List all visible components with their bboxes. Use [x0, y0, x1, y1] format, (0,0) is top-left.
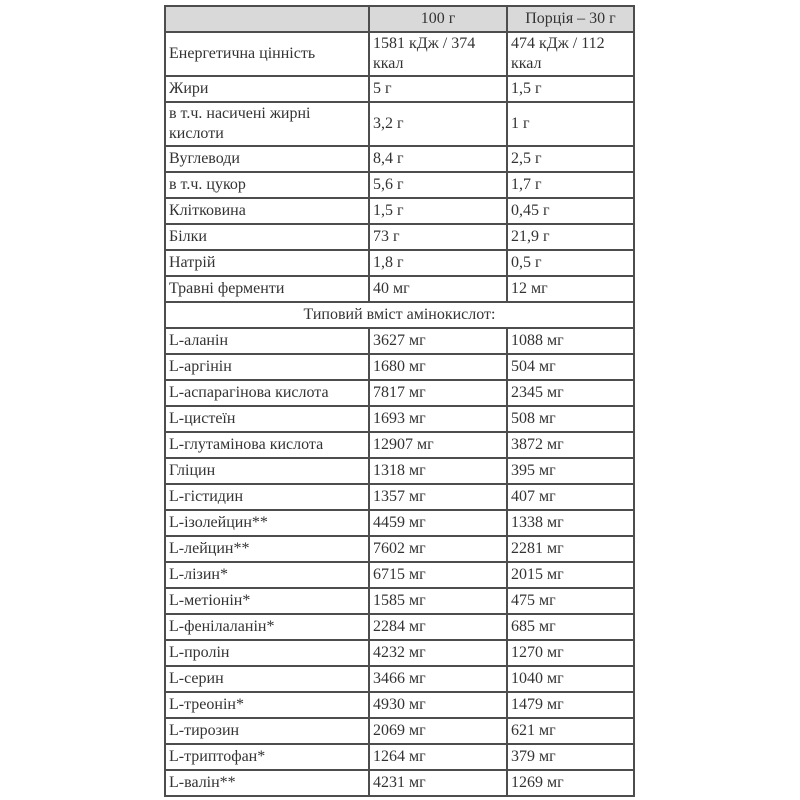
row-value-portion: 2345 мг: [507, 380, 634, 406]
table-row: [165, 510, 634, 536]
row-value-portion: 2,5 г: [507, 146, 634, 172]
row-label: Білки: [165, 224, 369, 250]
table-row: [165, 276, 634, 302]
row-label: Вуглеводи: [165, 146, 369, 172]
table-row: [165, 224, 634, 250]
row-value-portion: 1040 мг: [507, 666, 634, 692]
table-row: [165, 32, 634, 76]
nutrition-facts-table: [164, 5, 635, 797]
section-title-amino-acids: Типовий вміст амінокислот:: [165, 302, 634, 328]
row-value-portion: 1,7 г: [507, 172, 634, 198]
row-value-portion: 395 мг: [507, 458, 634, 484]
table-row: [165, 146, 634, 172]
row-label: в т.ч. насичені жирні кислоти: [165, 102, 369, 146]
row-value-100g: 4930 мг: [369, 692, 507, 718]
row-label: Натрій: [165, 250, 369, 276]
amino-acids-section: [165, 328, 634, 796]
row-value-100g: 3627 мг: [369, 328, 507, 354]
table-row: [165, 250, 634, 276]
row-value-portion: 621 мг: [507, 718, 634, 744]
row-label: Енергетична цінність: [165, 32, 369, 76]
row-label: L-цистеїн: [165, 406, 369, 432]
row-label: L-валін**: [165, 770, 369, 796]
row-label: Жири: [165, 76, 369, 102]
row-value-portion: 0,45 г: [507, 198, 634, 224]
row-value-portion: 1269 мг: [507, 770, 634, 796]
row-value-100g: 5 г: [369, 76, 507, 102]
row-label: Травні ферменти: [165, 276, 369, 302]
row-value-portion: 1270 мг: [507, 640, 634, 666]
table-row: [165, 770, 634, 796]
table-row: [165, 718, 634, 744]
header-cell-portion: Порція – 30 г: [507, 6, 634, 32]
row-label: L-аргінін: [165, 354, 369, 380]
row-label: L-аспарагінова кислота: [165, 380, 369, 406]
row-value-100g: 12907 мг: [369, 432, 507, 458]
row-value-portion: 475 мг: [507, 588, 634, 614]
row-value-portion: 379 мг: [507, 744, 634, 770]
row-value-portion: 1338 мг: [507, 510, 634, 536]
row-value-100g: 2069 мг: [369, 718, 507, 744]
amino-section-header: [165, 302, 634, 328]
row-label: L-триптофан*: [165, 744, 369, 770]
table-row: [165, 692, 634, 718]
row-value-100g: 1585 мг: [369, 588, 507, 614]
row-value-100g: 1,8 г: [369, 250, 507, 276]
table-row: [165, 562, 634, 588]
table-row: [165, 614, 634, 640]
row-value-portion: 504 мг: [507, 354, 634, 380]
row-value-portion: 1,5 г: [507, 76, 634, 102]
table-row: [165, 432, 634, 458]
table-row: [165, 172, 634, 198]
row-value-100g: 4231 мг: [369, 770, 507, 796]
row-value-100g: 40 мг: [369, 276, 507, 302]
table-row: [165, 328, 634, 354]
row-value-100g: 5,6 г: [369, 172, 507, 198]
table-row: [165, 406, 634, 432]
row-value-100g: 3,2 г: [369, 102, 507, 146]
row-value-100g: 4459 мг: [369, 510, 507, 536]
nutrients-section: [165, 32, 634, 302]
row-label: L-ізолейцин**: [165, 510, 369, 536]
row-label: L-треонін*: [165, 692, 369, 718]
row-value-100g: 73 г: [369, 224, 507, 250]
row-label: L-серин: [165, 666, 369, 692]
row-value-100g: 1,5 г: [369, 198, 507, 224]
row-label: в т.ч. цукор: [165, 172, 369, 198]
table-row: [165, 484, 634, 510]
row-value-portion: 474 кДж / 112 ккал: [507, 32, 634, 76]
row-value-portion: 2281 мг: [507, 536, 634, 562]
row-label: Клітковина: [165, 198, 369, 224]
row-value-100g: 1680 мг: [369, 354, 507, 380]
row-value-portion: 21,9 г: [507, 224, 634, 250]
row-value-portion: 1479 мг: [507, 692, 634, 718]
row-label: L-тирозин: [165, 718, 369, 744]
row-value-100g: 1693 мг: [369, 406, 507, 432]
row-value-100g: 1357 мг: [369, 484, 507, 510]
table-row: [165, 102, 634, 146]
row-value-portion: 407 мг: [507, 484, 634, 510]
table-row: [165, 744, 634, 770]
row-value-portion: 508 мг: [507, 406, 634, 432]
table-row: [165, 76, 634, 102]
row-label: L-гістидин: [165, 484, 369, 510]
table-row: [165, 588, 634, 614]
table-row: [165, 640, 634, 666]
row-value-100g: 3466 мг: [369, 666, 507, 692]
row-value-portion: 2015 мг: [507, 562, 634, 588]
row-value-100g: 7602 мг: [369, 536, 507, 562]
row-value-portion: 1088 мг: [507, 328, 634, 354]
row-value-100g: 4232 мг: [369, 640, 507, 666]
table-row: [165, 198, 634, 224]
row-value-portion: 1 г: [507, 102, 634, 146]
table-row: [165, 380, 634, 406]
row-label: L-лізин*: [165, 562, 369, 588]
row-label: L-лейцин**: [165, 536, 369, 562]
header-cell-empty: [165, 6, 369, 32]
row-value-100g: 1318 мг: [369, 458, 507, 484]
row-value-100g: 8,4 г: [369, 146, 507, 172]
row-value-100g: 2284 мг: [369, 614, 507, 640]
table-row: [165, 354, 634, 380]
row-label: L-пролін: [165, 640, 369, 666]
row-value-portion: 3872 мг: [507, 432, 634, 458]
row-value-portion: 685 мг: [507, 614, 634, 640]
table-row: [165, 458, 634, 484]
row-label: L-аланін: [165, 328, 369, 354]
row-value-100g: 1581 кДж / 374 ккал: [369, 32, 507, 76]
row-value-portion: 12 мг: [507, 276, 634, 302]
table-row: [165, 536, 634, 562]
table-header-row: [165, 6, 634, 32]
row-value-100g: 1264 мг: [369, 744, 507, 770]
row-label: L-метіонін*: [165, 588, 369, 614]
row-label: Гліцин: [165, 458, 369, 484]
row-value-portion: 0,5 г: [507, 250, 634, 276]
row-value-100g: 7817 мг: [369, 380, 507, 406]
table-row: [165, 666, 634, 692]
row-value-100g: 6715 мг: [369, 562, 507, 588]
table-row: [165, 302, 634, 328]
row-label: L-глутамінова кислота: [165, 432, 369, 458]
row-label: L-фенілаланін*: [165, 614, 369, 640]
header-cell-100g: 100 г: [369, 6, 507, 32]
